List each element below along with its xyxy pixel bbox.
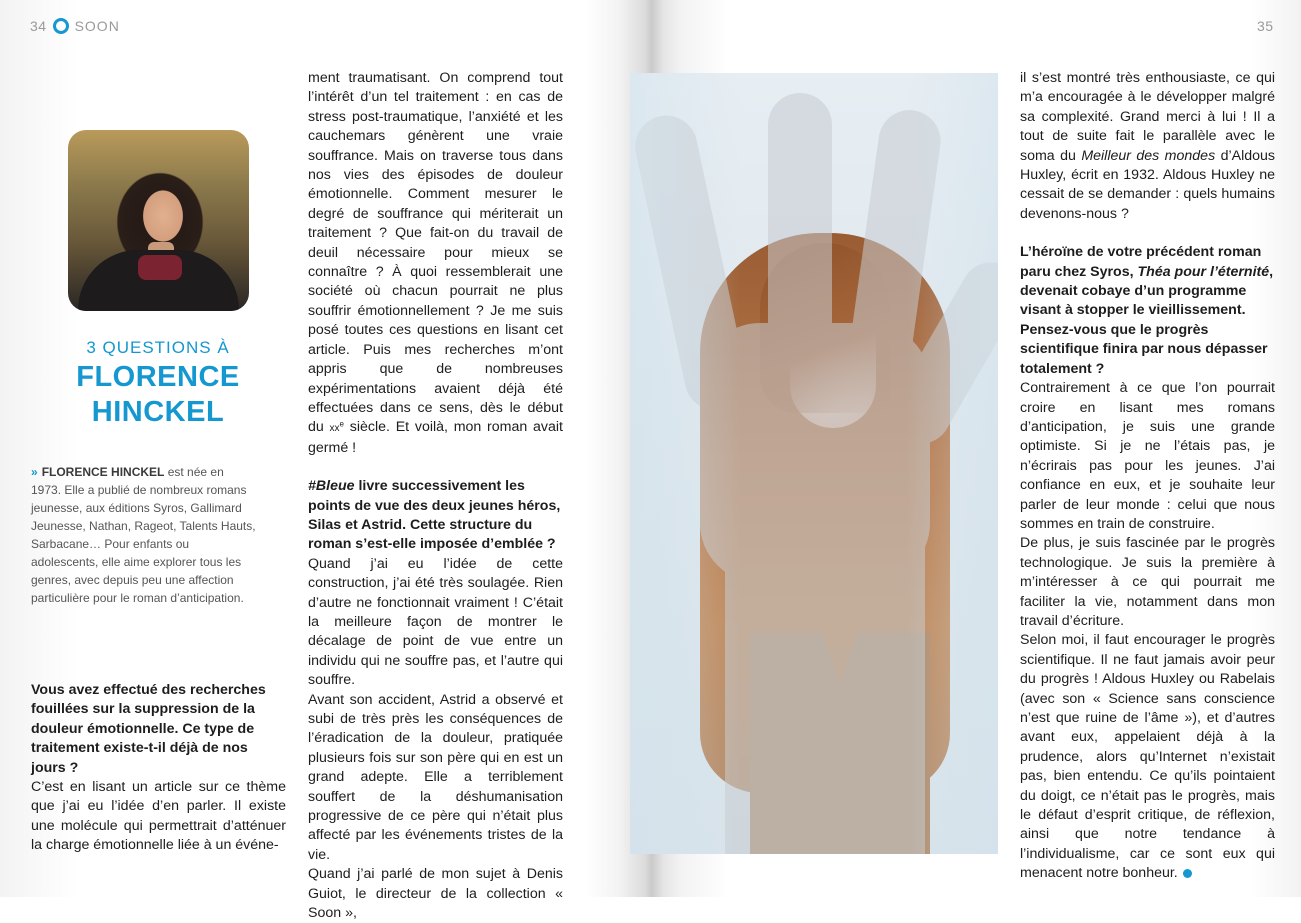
interview-kicker: 3 QUESTIONS À [86, 338, 230, 357]
chevron-right-icon: » [31, 465, 38, 479]
column-2 [308, 69, 563, 923]
column-3 [1020, 69, 1275, 884]
question-2-title: #Bleue [308, 478, 355, 495]
author-portrait [68, 130, 249, 311]
answer-3-p3-text: Selon moi, il faut encourager le progrès scientifique. Il ne faut jamais avoir peur du progrès ! Aldous Huxley ou Rabelais (avec son « Science sans conscience n’est que ruine de l’âme »), et d’autres avant eux, appelaient déjà à la prudence, alors qu’Internet n’existait pas, bien entendu. Ce qu’ils pointaient du doigt, ce n’était pas le progrès, mais le défaut d’esprit critique, de réflexion, ainsi que notre tendance à l’individualisme, car ce sont eux qui menacent notre bonheur. [1020, 632, 1275, 882]
section-name: SOON [74, 18, 120, 34]
left-folio [30, 18, 120, 34]
interview-name-line1: FLORENCE [76, 361, 240, 393]
answer-1-start: C’est en lisant un article sur ce thème que j’ai eu l’idée d’en parler. Il existe une molécule qui permettrait d’atténuer la charge émotionnelle liée à un événe- [31, 779, 286, 854]
portrait-scarf [138, 255, 182, 280]
century-roman: xx [329, 423, 340, 435]
left-page-number: 34 [30, 18, 47, 34]
bio-name: FLORENCE HINCKEL [41, 465, 165, 479]
answer-1-text-a: ment traumatisant. On comprend tout l’intérêt d’un tel traitement : en cas de stress post-traumatique, l’anxiété et les cauchemars génèrent une vraie souffrance. Mais on traverse tous dans nos vies des épisodes de douleur émotionnelle. Comment mesurer le degré de souffrance qui mériterait un traitement ? Que fait-on du travail de deuil nécessaire pour mieux se connaître ? À quoi ressemblerait une société où chacun pourrait ne plus souffrir émotionnellement ? Je me suis posé toutes ces questions en lisant cet article. Puis mes recherches m’ont appris que de nombreuses expérimentations avaient déjà été effectuées dans ce sens, dès le début du [308, 70, 563, 436]
right-page-number: 35 [1257, 18, 1274, 34]
century-suffix: e [339, 419, 344, 429]
question-3-text-b: , devenait cobaye d’un programme visant à stopper le vieillissement. Pensez-vous que le progrès scientifique finira par nous dépasser totalement ? [1020, 263, 1274, 377]
answer-2-text-a: il s’est montré très enthousiaste, ce qui m’a encouragée à le développer malgré sa complexité. Grand merci à lui ! Il a tout de suite fait le parallèle avec le soma du [1020, 70, 1275, 164]
author-bio [31, 463, 256, 607]
question-3-text-a: L’héroïne de votre précédent roman paru chez Syros, [1020, 244, 1262, 280]
answer-2-p3: Quand j’ai parlé de mon sujet à Denis Guiot, le directeur de la collection « Soon », [308, 866, 563, 922]
century-numeral [329, 419, 344, 435]
photo-veil [630, 73, 998, 854]
column-1 [31, 681, 286, 856]
answer-1-text-b: siècle. Et voilà, mon roman avait germé ! [308, 419, 563, 456]
answer-2-p1: Quand j’ai eu l’idée de cette construction, j’ai été très soulagée. Rien d’autre ne fonctionnait vraiment ! C’était la meilleure façon de montrer le décalage de point de vue entre un individu qui ne souffre pas, et l’autre qui souffre. [308, 555, 563, 689]
end-mark-icon [1183, 869, 1192, 878]
interview-name-line2: HINCKEL [91, 396, 225, 428]
answer-2-p2: Avant son accident, Astrid a observé et subi de très près les conséquences de l’éradication de la douleur, pratiquée plusieurs fois sur son père qui en est un grand adepte. Elle a terriblement souffert de la déshumanisation progressive de ce père qui n’était plus affecté par les événements tristes de la vie. [308, 691, 563, 863]
book-title: Meilleur des mondes [1081, 147, 1216, 164]
answer-2-continued [1020, 69, 1275, 224]
question-2-text: livre successivement les points de vue des deux jeunes héros, Silas et Astrid. Cette structure du roman s’est-elle imposée d’emblée ? [308, 478, 561, 553]
answer-1-continued [308, 69, 563, 458]
question-3-book: Théa pour l’éternité [1137, 263, 1270, 280]
answer-3-p3 [1020, 631, 1275, 883]
answer-2-text-b: d’Aldous Huxley, écrit en 1932. Aldous Huxley ne cessait de se demander : quels humains devenons-nous ? [1020, 147, 1276, 222]
question-3 [1020, 243, 1275, 379]
answer-3-p1: Contrairement à ce que l’on pourrait croire en lisant mes romans d’anticipation, je suis une grande optimiste. Si je ne l’étais pas, je n’écrirais pas pour les jeunes. J’ai confiance en eux, et je souhaite leur parler de leur monde : celui que nous sommes en train de construire. [1020, 380, 1275, 532]
bio-text: est née en 1973. Elle a publié de nombreux romans jeunesse, aux éditions Syros, Gallimard Jeunesse, Nathan, Rageot, Talents Hauts, Sarbacane… Pour enfants ou adolescents, elle aime explorer tous les genres, avec depuis peu une affection particulière pour le roman d’anticipation. [31, 465, 256, 605]
question-1: Vous avez effectué des recherches fouillées sur la suppression de la douleur émotionnelle. Ce type de traitement existe-t-il déjà de nos jours ? [31, 682, 266, 776]
question-2 [308, 477, 563, 555]
illustration-photo [630, 73, 998, 854]
answer-3-p2: De plus, je suis fascinée par le progrès technologique. Je suis la première à m’intéresser à ce qui pourrait me faciliter la vie, notamment dans mon travail d’écriture. [1020, 535, 1275, 629]
soon-logo-icon [53, 18, 69, 34]
interview-title [60, 360, 256, 430]
